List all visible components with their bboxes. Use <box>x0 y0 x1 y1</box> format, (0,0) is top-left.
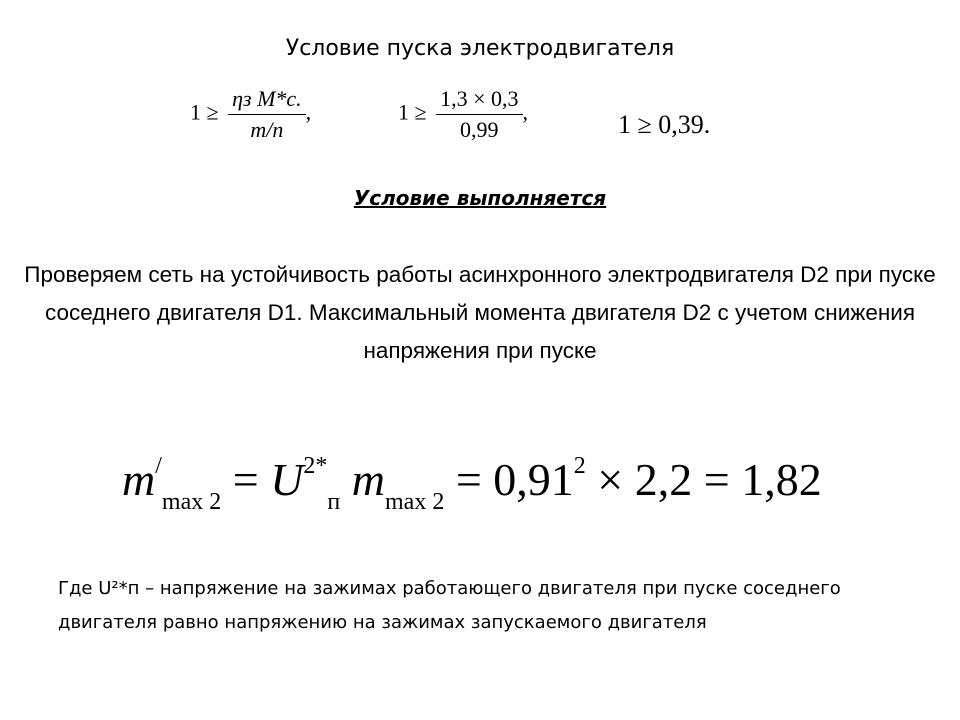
equals-sign: = <box>703 454 730 505</box>
m-symbol: m <box>122 454 156 505</box>
result: 1,82 <box>741 454 822 505</box>
condition-label: Условие выполняется <box>353 186 607 210</box>
formula-condition-values <box>398 86 528 143</box>
condition-satisfied-text <box>0 186 960 210</box>
comma: , <box>305 99 312 125</box>
footnote: Где U²*п – напряжение на зажимах работающего двигателя при пуске соседнего двигателя равно напряжению на зажимах запускаемого двигателя <box>58 578 841 633</box>
comma: , <box>522 99 528 125</box>
fraction <box>436 86 522 143</box>
denominator: 0,99 <box>460 117 499 142</box>
slide-title: Условие пуска электродвигателя <box>285 36 675 61</box>
value: 0,91 <box>493 454 574 505</box>
formula-lhs: 1 ≥ <box>398 99 427 125</box>
u-subscript: п <box>327 489 341 515</box>
u-symbol: U <box>270 454 304 505</box>
formula-condition-result: 1 ≥ 0,39. <box>618 110 711 139</box>
formula-max-moment <box>122 436 822 532</box>
times-sign: × <box>597 454 624 505</box>
formula-condition-general <box>190 86 311 143</box>
m-subscript: max 2 <box>161 489 222 515</box>
value-superscript: 2 <box>573 453 586 479</box>
m-prime: / <box>155 453 162 479</box>
body-paragraph: Проверяем сеть на устойчивость работы асинхронного электродвигателя D2 при пуске соседнего двигателя D1. Максимальный момента двигателя D2 с учетом снижения напряжения при пуске <box>24 262 936 363</box>
numerator: ηз M*с. <box>228 86 306 115</box>
fraction <box>228 86 306 143</box>
m2-symbol: m <box>351 454 385 505</box>
denominator: m/п <box>250 117 284 142</box>
equals-sign: = <box>232 454 259 505</box>
formula-lhs: 1 ≥ <box>190 99 219 125</box>
m2-subscript: max 2 <box>385 489 445 515</box>
equals-sign: = <box>455 454 482 505</box>
numerator: 1,3 × 0,3 <box>436 86 522 115</box>
u-superscript: 2* <box>303 453 328 479</box>
factor: 2,2 <box>634 454 693 505</box>
